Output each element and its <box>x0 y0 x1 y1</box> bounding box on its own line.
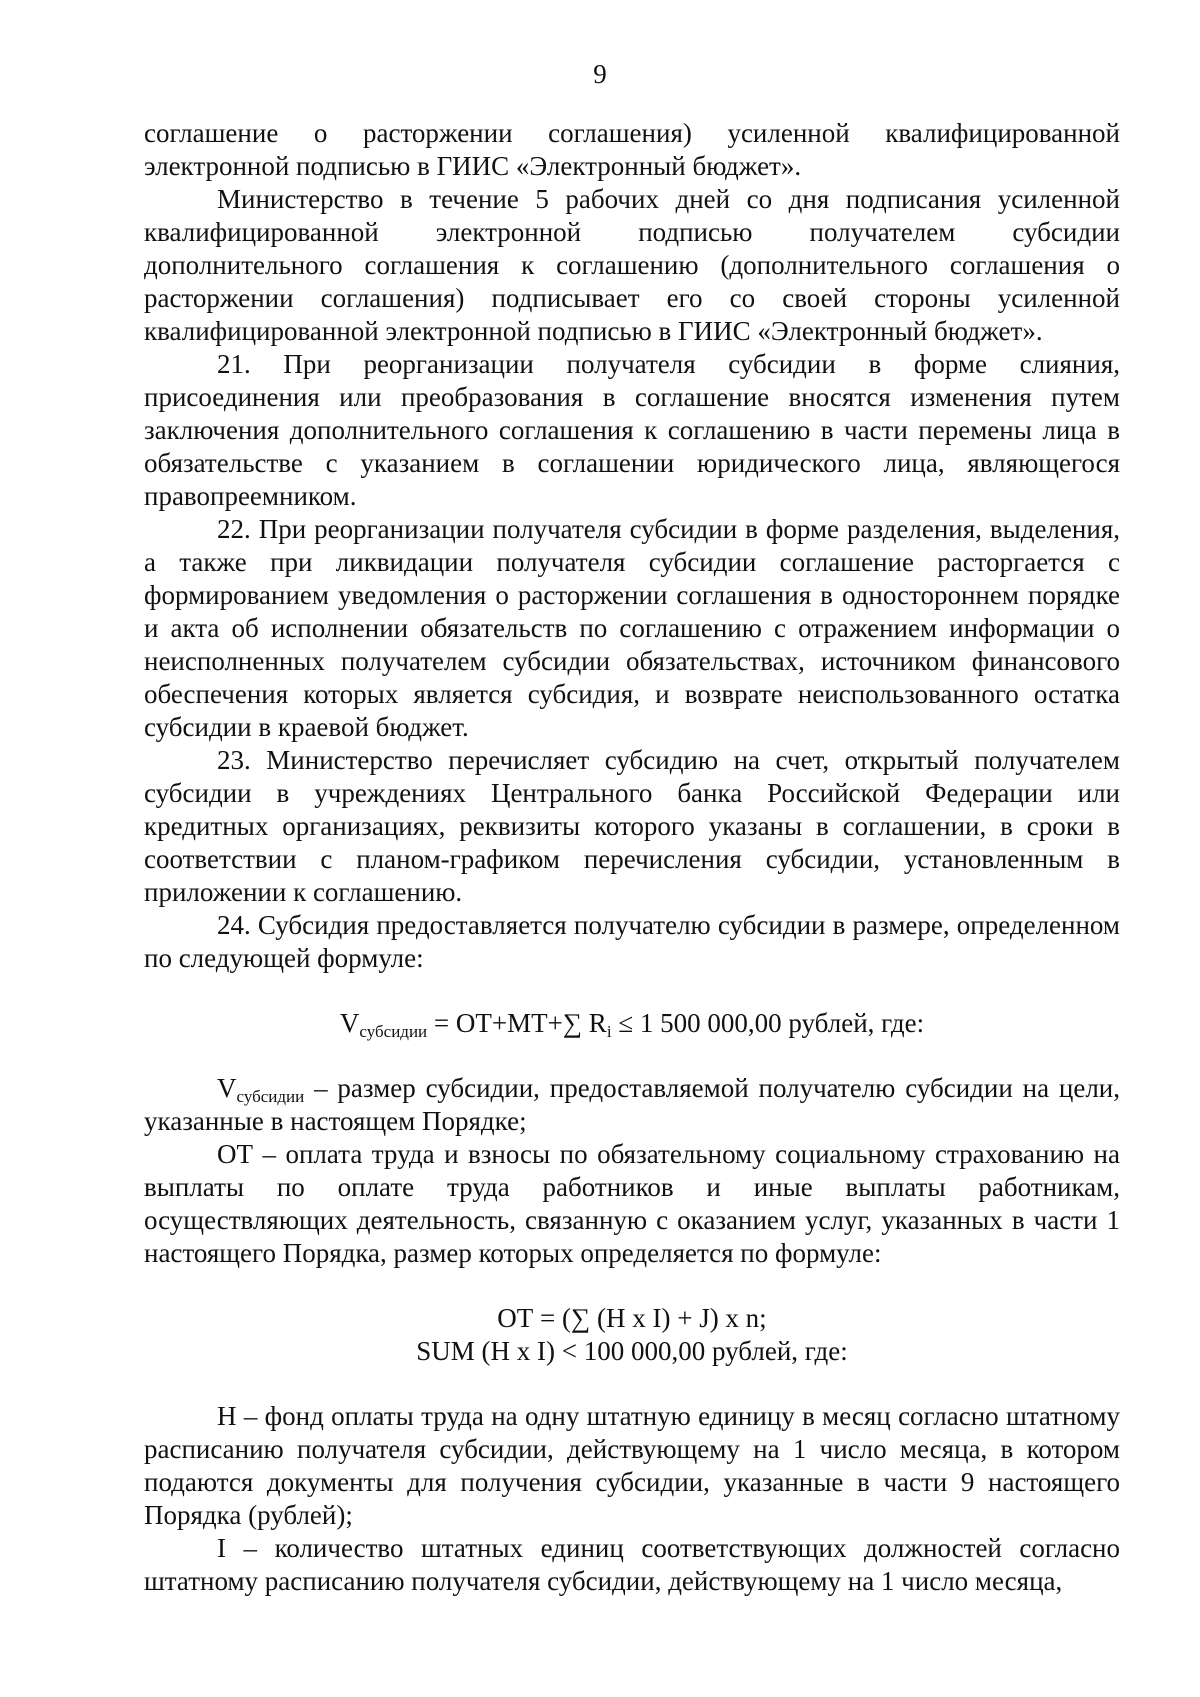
formula-ot-line-1: ОТ = (∑ (H x I) + J) x n; <box>497 1303 767 1333</box>
definition-v-subsidy <box>144 1072 1120 1138</box>
formula-r-subscript: i <box>606 1022 612 1041</box>
definition-h: H – фонд оплаты труда на одну штатную единицу в месяц согласно штатному расписанию получателя субсидии, действующему на 1 число месяца, в котором подаются документы для получения субсидии, указанные в части 9 настоящего Порядка (рублей); <box>144 1401 1120 1530</box>
definition-v-subscript: субсидии <box>236 1087 305 1106</box>
paragraph-continuation: соглашение о расторжении соглашения) усиленной квалифицированной электронной подписью в ГИИС «Электронный бюджет». <box>144 118 1120 181</box>
paragraph-ministry-signing: Министерство в течение 5 рабочих дней со дня подписания усиленной квалифицированной электронной подписью получателем субсидии дополнительного соглашения к соглашению (дополнительного соглашения о расторжении соглашения) подписывает его со своей стороны усиленной квалифицированной электронной подписью в ГИИС «Электронный бюджет». <box>144 184 1120 346</box>
formula-expression: = ОТ+МТ+∑ R <box>427 1008 607 1038</box>
paragraph-21: 21. При реорганизации получателя субсидии в форме слияния, присоединения или преобразования в соглашение вносятся изменения путем заключения дополнительного соглашения к соглашению в части перемены лица в обязательстве с указанием в соглашении юридического лица, являющегося правопреемником. <box>144 349 1120 511</box>
paragraph-24: 24. Субсидия предоставляется получателю субсидии в размере, определенном по следующей формуле: <box>144 910 1120 973</box>
page-number: 9 <box>593 59 607 89</box>
formula-ot-line-2: SUM (H x I) < 100 000,00 рублей, где: <box>416 1336 848 1366</box>
definition-ot: ОТ – оплата труда и взносы по обязательному социальному страхованию на выплаты по оплате труда работников и иные выплаты работникам, осуществляющих деятельность, связанную с оказанием услуг, указанных в части 1 настоящего Порядка, размер которых определяется по формуле: <box>144 1139 1120 1268</box>
paragraph-22: 22. При реорганизации получателя субсидии в форме разделения, выделения, а также при ликвидации получателя субсидии соглашение расторгается с формированием уведомления о расторжении соглашения в одностороннем порядке и акта об исполнении обязательств по соглашению с отражением информации о неисполненных получателем субсидии обязательствах, источником финансового обеспечения которых является субсидия, и возврате неиспользованного остатка субсидии в краевой бюджет. <box>144 514 1120 742</box>
definition-v-symbol: V <box>217 1073 237 1103</box>
formula-ot <box>144 1302 1120 1368</box>
formula-v-symbol: V <box>339 1008 360 1038</box>
formula-v-subscript: субсидии <box>359 1022 428 1041</box>
formula-tail: ≤ 1 500 000,00 рублей, где: <box>611 1008 925 1038</box>
paragraph-23: 23. Министерство перечисляет субсидию на счет, открытый получателем субсидии в учреждениях Центрального банка Российской Федерации или кредитных организациях, реквизиты которого указаны в соглашении, в сроки в соответствии с планом-графиком перечисления субсидии, установленным в приложении к соглашению. <box>144 745 1120 907</box>
definition-v-text: – размер субсидии, предоставляемой получателю субсидии на цели, указанные в настоящем Порядке; <box>144 1073 1120 1136</box>
document-body <box>144 117 1120 1598</box>
formula-subsidy-total <box>144 1007 1120 1040</box>
definition-i: I – количество штатных единиц соответствующих должностей согласно штатному расписанию получателя субсидии, действующему на 1 число месяца, <box>144 1533 1120 1596</box>
